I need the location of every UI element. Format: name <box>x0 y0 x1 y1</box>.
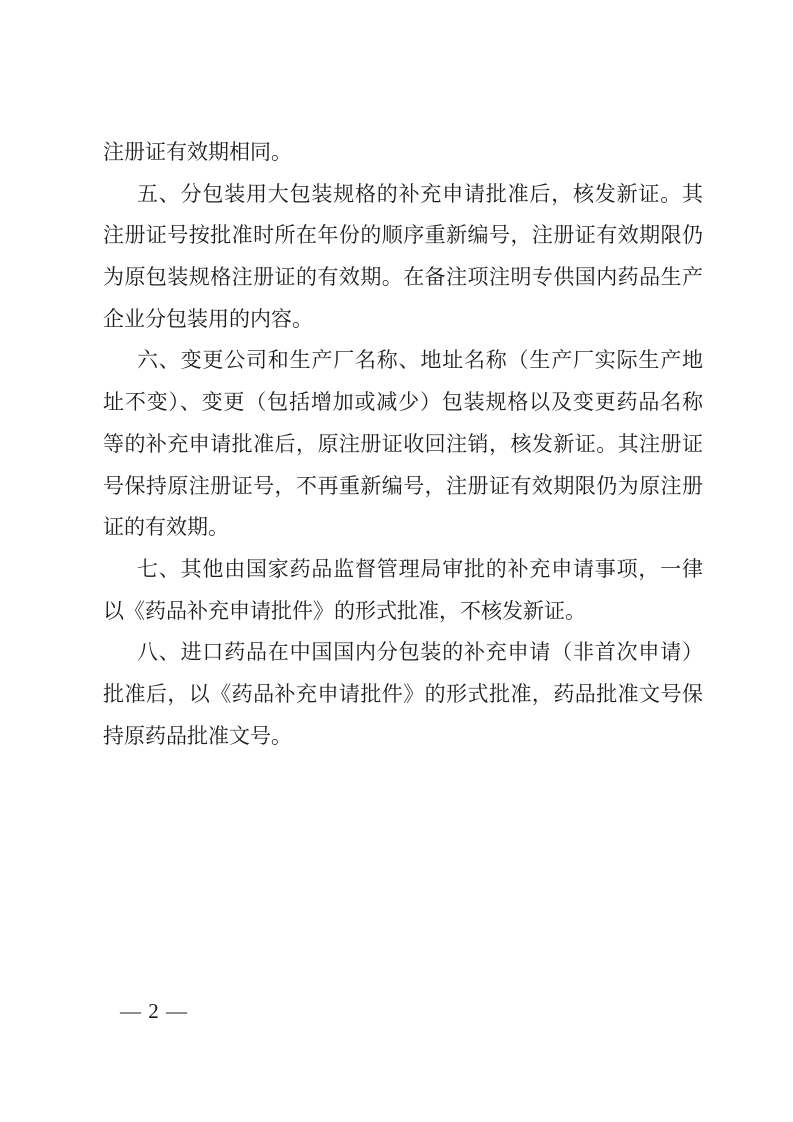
text-line: 等的补充申请批准后，原注册证收回注销，核发新证。其注册证 <box>103 431 703 456</box>
text-line: 五、分包装用大包装规格的补充申请批准后，核发新证。其 <box>137 181 703 206</box>
text-line: 证的有效期。 <box>103 515 229 540</box>
text-line: 批准后，以《药品补充申请批件》的形式批准，药品批准文号保 <box>103 681 703 706</box>
text-line: 八、进口药品在中国国内分包装的补充申请（非首次申请） <box>137 640 703 665</box>
text-line: 以《药品补充申请批件》的形式批准，不核发新证。 <box>103 598 586 623</box>
text-line: 注册证号按批准时所在年份的顺序重新编号，注册证有效期限仍 <box>103 223 703 248</box>
paragraph <box>103 132 703 174</box>
text-line: 址不变）、变更（包括增加或减少）包装规格以及变更药品名称 <box>103 390 703 415</box>
text-line: 持原药品批准文号。 <box>103 723 292 748</box>
paragraph <box>103 340 703 548</box>
text-line: 六、变更公司和生产厂名称、地址名称（生产厂实际生产地 <box>137 348 703 373</box>
text-line: 七、其他由国家药品监督管理局审批的补充申请事项，一律 <box>137 556 703 581</box>
paragraph <box>103 174 703 341</box>
text-line: 为原包装规格注册证的有效期。在备注项注明专供国内药品生产 <box>103 265 703 290</box>
text-line: 注册证有效期相同。 <box>103 140 292 164</box>
page-number: — 2 — <box>120 999 188 1023</box>
text-block <box>103 132 703 757</box>
text-line: 企业分包装用的内容。 <box>103 306 313 331</box>
text-line: 号保持原注册证号，不再重新编号，注册证有效期限仍为原注册 <box>103 473 703 498</box>
paragraph <box>103 632 703 757</box>
paragraph <box>103 549 703 632</box>
